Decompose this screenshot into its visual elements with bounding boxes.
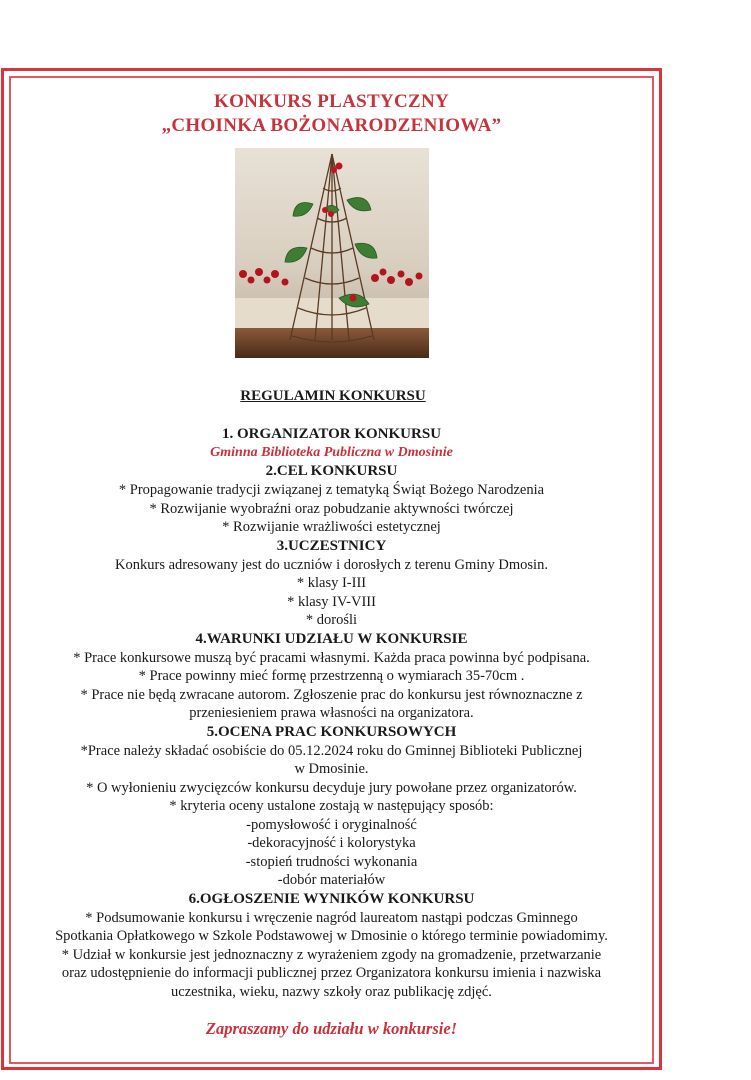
list-item: * Udział w konkursie jest jednoznaczny z wyrażeniem zgody na gromadzenie, przetwarzanie xyxy=(61,946,602,963)
section-heading: 1. ORGANIZATOR KONKURSU xyxy=(221,426,442,442)
list-item: oraz udostępnienie do informacji publicznej przez Organizatora konkursu imienia i nazwiska xyxy=(61,965,602,981)
christmas-tree-icon xyxy=(235,148,429,358)
title-line-2: „CHOINKA BOŻONARODZENIOWA” xyxy=(161,115,502,136)
list-item: uczestnika, wieku, nazwy szkoły oraz publikację zdjęć. xyxy=(171,983,492,1000)
section-goal xyxy=(9,462,654,537)
regulamin-heading: REGULAMIN KONKURSU xyxy=(240,388,426,404)
section-evaluation xyxy=(9,723,654,890)
section-results xyxy=(9,890,654,1002)
list-item: -pomysłowość i oryginalność xyxy=(246,816,417,833)
list-item: Konkurs adresowany jest do uczniów i dorosłych z terenu Gminy Dmosin. xyxy=(115,556,548,573)
list-item: * Podsumowanie konkursu i wręczenie nagród laureatom nastąpi podczas Gminnego xyxy=(85,909,578,926)
organizer-name: Gminna Biblioteka Publiczna w Dmosinie xyxy=(210,445,453,460)
list-item: * Prace powinny mieć formę przestrzenną o wymiarach 35-70cm . xyxy=(138,668,525,684)
list-item: -stopień trudności wykonania xyxy=(245,853,418,870)
list-item: * Rozwijanie wrażliwości estetycznej xyxy=(222,519,441,535)
list-item: * klasy I-III xyxy=(296,575,367,591)
list-item: * Prace nie będą zwracane autorom. Zgłoszenie prac do konkursu jest równoznaczne z xyxy=(80,686,583,703)
section-organizer xyxy=(9,425,654,462)
list-item: Spotkania Opłatkowego w Szkole Podstawowej w Dmosinie o którego terminie powiadomimy. xyxy=(55,928,608,944)
list-item: * kryteria oceny ustalone zostają w następujący sposób: xyxy=(169,798,494,814)
list-item: * dorośli xyxy=(305,612,358,628)
section-heading: 6.OGŁOSZENIE WYNIKÓW KONKURSU xyxy=(188,890,475,907)
section-conditions xyxy=(9,630,654,723)
list-item: * Prace konkursowe muszą być pracami własnymi. Każda praca powinna być podpisana. xyxy=(73,649,590,666)
list-item: * klasy IV-VIII xyxy=(287,593,376,610)
section-heading: 5.OCENA PRAC KONKURSOWYCH xyxy=(206,723,457,740)
list-item: w Dmosinie. xyxy=(294,761,369,777)
section-heading: 2.CEL KONKURSU xyxy=(265,463,398,479)
list-item: -dobór materiałów xyxy=(277,872,386,888)
title-line-1: KONKURS PLASTYCZNY xyxy=(213,91,449,112)
list-item: -dekoracyjność i kolorystyka xyxy=(247,835,416,851)
flyer-content xyxy=(9,84,654,1039)
section-participants xyxy=(9,537,654,630)
section-heading: 4.WARUNKI UDZIAŁU W KONKURSIE xyxy=(195,630,468,647)
list-item: przeniesieniem prawa własności na organizatora. xyxy=(189,705,474,721)
list-item: * Rozwijanie wyobraźni oraz pobudzanie aktywności twórczej xyxy=(149,500,514,517)
closing-invitation: Zapraszamy do udziału w konkursie! xyxy=(205,1019,458,1038)
section-heading: 3.UCZESTNICY xyxy=(276,537,387,554)
list-item: * O wyłonieniu zwycięzców konkursu decyduje jury powołane przez organizatorów. xyxy=(86,779,577,796)
list-item: * Propagowanie tradycji związanej z tematyką Świąt Bożego Narodzenia xyxy=(118,482,545,498)
christmas-tree-photo xyxy=(235,148,429,358)
list-item: *Prace należy składać osobiście do 05.12.2024 roku do Gminnej Biblioteki Publicznej xyxy=(80,742,583,759)
